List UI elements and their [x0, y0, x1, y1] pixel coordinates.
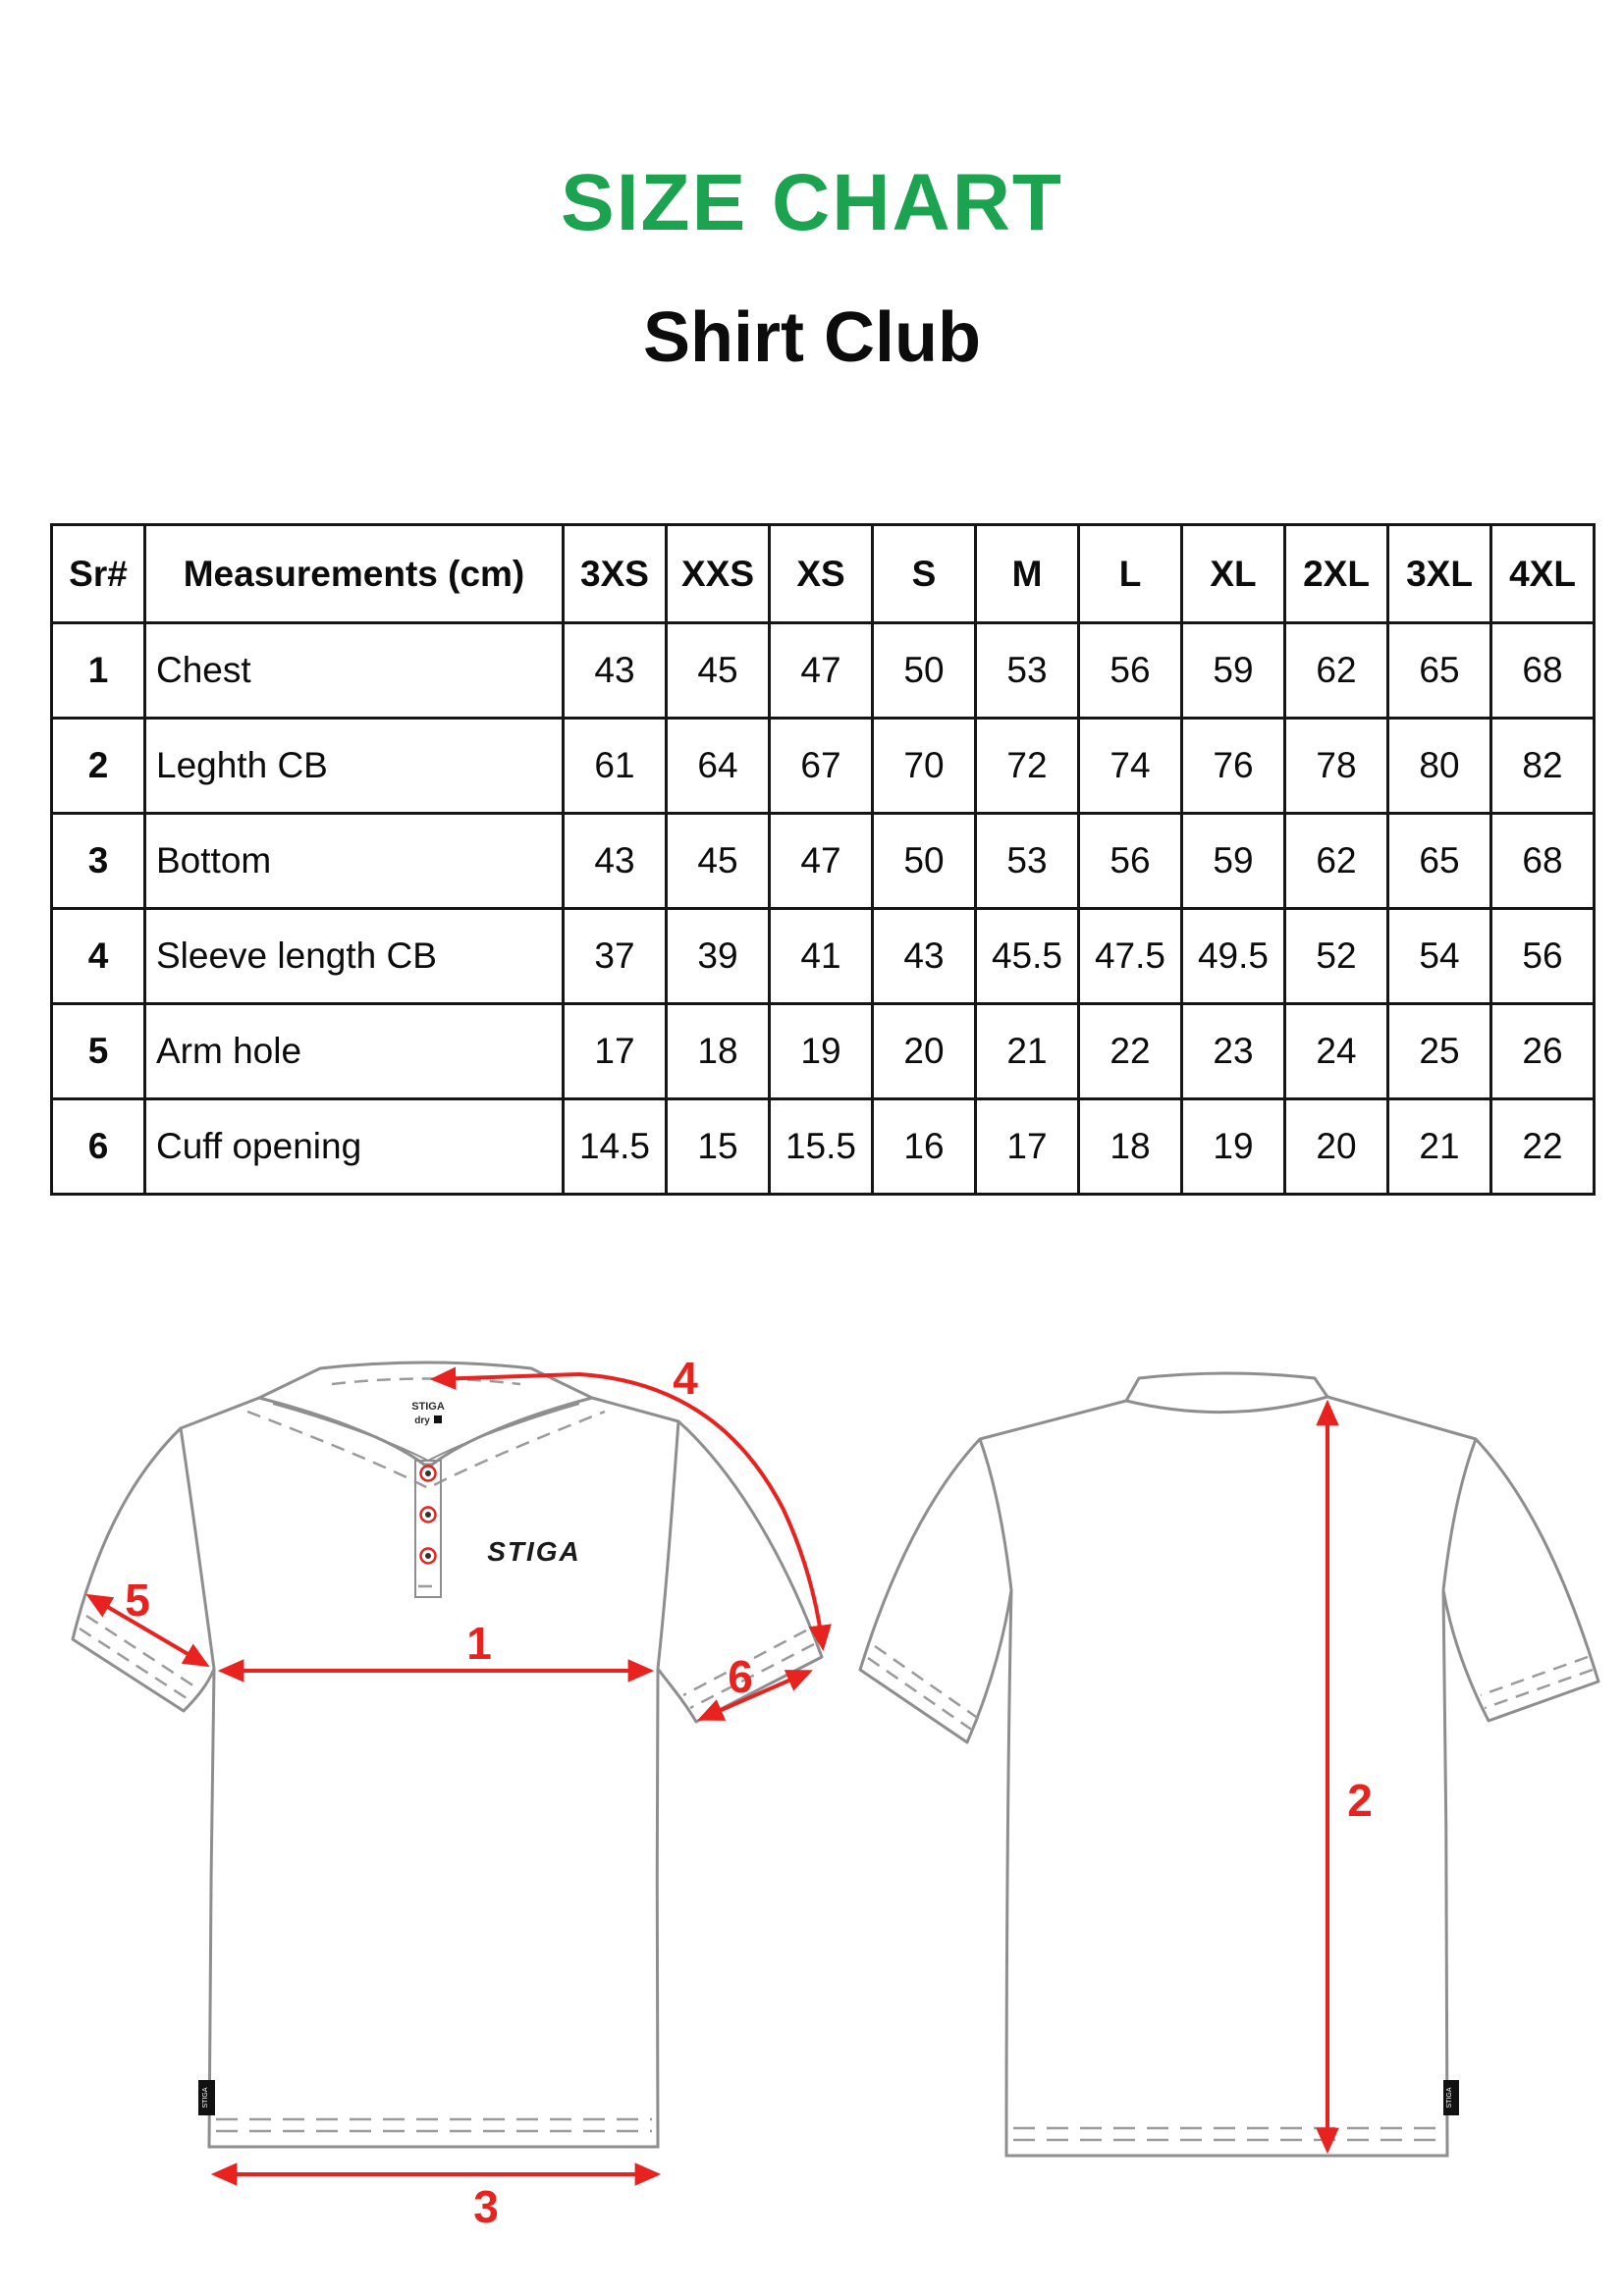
table-header-row [52, 525, 1595, 623]
row-size-value: 74 [1079, 719, 1182, 814]
table-body [52, 623, 1595, 1195]
row-size-value: 61 [564, 719, 667, 814]
row-size-value: 20 [873, 1004, 976, 1099]
row-size-value: 53 [976, 814, 1079, 909]
table-row [52, 909, 1595, 1004]
row-size-value: 23 [1182, 1004, 1285, 1099]
row-size-value: 43 [564, 814, 667, 909]
row-size-value: 50 [873, 814, 976, 909]
row-size-value: 76 [1182, 719, 1285, 814]
row-size-value: 37 [564, 909, 667, 1004]
row-size-value: 56 [1491, 909, 1595, 1004]
row-size-value: 19 [1182, 1099, 1285, 1195]
row-size-value: 49.5 [1182, 909, 1285, 1004]
row-size-value: 47 [770, 814, 873, 909]
row-measurement-label: Arm hole [145, 1004, 564, 1099]
front-button-2 [421, 1508, 436, 1522]
row-size-value: 59 [1182, 623, 1285, 719]
row-size-value: 16 [873, 1099, 976, 1195]
column-header: 3XS [564, 525, 667, 623]
column-header: S [873, 525, 976, 623]
row-size-value: 47.5 [1079, 909, 1182, 1004]
row-size-value: 18 [667, 1004, 770, 1099]
shirt-front-diagram [29, 1355, 844, 2238]
column-header: 2XL [1285, 525, 1388, 623]
back-side-tag-text: STIGA [1446, 2087, 1453, 2109]
row-measurement-label: Chest [145, 623, 564, 719]
front-side-tag-text: STIGA [202, 2087, 209, 2109]
row-size-value: 15 [667, 1099, 770, 1195]
row-size-value: 17 [564, 1004, 667, 1099]
row-size-value: 65 [1388, 623, 1491, 719]
row-size-value: 22 [1491, 1099, 1595, 1195]
front-left-sleeve [73, 1428, 214, 1711]
row-size-value: 21 [976, 1004, 1079, 1099]
neck-label-box-icon [434, 1415, 442, 1423]
row-size-value: 68 [1491, 814, 1595, 909]
row-size-value: 24 [1285, 1004, 1388, 1099]
neck-label-brand: STIGA [411, 1401, 445, 1413]
row-measurement-label: Leghth CB [145, 719, 564, 814]
column-header: XS [770, 525, 873, 623]
row-size-value: 62 [1285, 623, 1388, 719]
row-size-value: 67 [770, 719, 873, 814]
arrow-cuff-label: 6 [728, 1651, 753, 1702]
row-size-value: 80 [1388, 719, 1491, 814]
front-button-3 [421, 1549, 436, 1564]
row-size-value: 45 [667, 623, 770, 719]
column-header: Sr# [52, 525, 145, 623]
arrow-bottom-label: 3 [473, 2181, 499, 2232]
shirt-back-diagram [844, 1355, 1620, 2238]
back-body-outline [1006, 1590, 1447, 2156]
row-size-value: 43 [873, 909, 976, 1004]
arrow-armhole-label: 5 [125, 1575, 150, 1626]
row-size-value: 59 [1182, 814, 1285, 909]
row-size-value: 68 [1491, 623, 1595, 719]
row-measurement-label: Sleeve length CB [145, 909, 564, 1004]
row-size-value: 20 [1285, 1099, 1388, 1195]
row-size-value: 39 [667, 909, 770, 1004]
row-size-value: 72 [976, 719, 1079, 814]
row-size-value: 22 [1079, 1004, 1182, 1099]
row-size-value: 64 [667, 719, 770, 814]
row-measurement-label: Cuff opening [145, 1099, 564, 1195]
page-subtitle: Shirt Club [643, 298, 981, 377]
arrow-sleeve-length-label: 4 [673, 1355, 698, 1404]
back-left-sleeve [860, 1439, 1011, 1742]
row-size-value: 18 [1079, 1099, 1182, 1195]
back-right-sleeve [1443, 1439, 1598, 1721]
table-row [52, 1099, 1595, 1195]
row-size-value: 78 [1285, 719, 1388, 814]
row-serial: 5 [52, 1004, 145, 1099]
column-header: XXS [667, 525, 770, 623]
back-collar [1126, 1373, 1327, 1413]
row-size-value: 50 [873, 623, 976, 719]
row-size-value: 17 [976, 1099, 1079, 1195]
row-size-value: 15.5 [770, 1099, 873, 1195]
front-button-1 [421, 1467, 436, 1481]
arrow-chest-label: 1 [466, 1618, 492, 1669]
column-header: 3XL [1388, 525, 1491, 623]
row-size-value: 53 [976, 623, 1079, 719]
column-header: M [976, 525, 1079, 623]
row-size-value: 56 [1079, 623, 1182, 719]
row-size-value: 45 [667, 814, 770, 909]
row-size-value: 47 [770, 623, 873, 719]
row-size-value: 56 [1079, 814, 1182, 909]
row-size-value: 82 [1491, 719, 1595, 814]
row-size-value: 62 [1285, 814, 1388, 909]
table-row [52, 1004, 1595, 1099]
row-serial: 6 [52, 1099, 145, 1195]
row-size-value: 54 [1388, 909, 1491, 1004]
back-hem-stitch [1013, 2128, 1441, 2140]
front-body-outline [209, 1669, 658, 2147]
row-serial: 3 [52, 814, 145, 909]
row-size-value: 41 [770, 909, 873, 1004]
row-serial: 1 [52, 623, 145, 719]
front-hem-stitch [216, 2119, 652, 2131]
row-size-value: 45.5 [976, 909, 1079, 1004]
row-size-value: 26 [1491, 1004, 1595, 1099]
row-size-value: 65 [1388, 814, 1491, 909]
column-header: L [1079, 525, 1182, 623]
row-serial: 2 [52, 719, 145, 814]
chest-brand-logo: STIGA [487, 1536, 581, 1567]
table-row [52, 623, 1595, 719]
neck-label-dry: dry [414, 1415, 430, 1426]
row-measurement-label: Bottom [145, 814, 564, 909]
table-row [52, 814, 1595, 909]
table-row [52, 719, 1595, 814]
row-size-value: 70 [873, 719, 976, 814]
column-header: Measurements (cm) [145, 525, 564, 623]
row-size-value: 52 [1285, 909, 1388, 1004]
page-title: SIZE CHART [561, 158, 1063, 247]
row-size-value: 25 [1388, 1004, 1491, 1099]
row-size-value: 19 [770, 1004, 873, 1099]
size-chart-table [50, 523, 1596, 1196]
row-size-value: 43 [564, 623, 667, 719]
column-header: XL [1182, 525, 1285, 623]
arrow-length-label: 2 [1347, 1775, 1373, 1826]
column-header: 4XL [1491, 525, 1595, 623]
row-serial: 4 [52, 909, 145, 1004]
row-size-value: 14.5 [564, 1099, 667, 1195]
row-size-value: 21 [1388, 1099, 1491, 1195]
